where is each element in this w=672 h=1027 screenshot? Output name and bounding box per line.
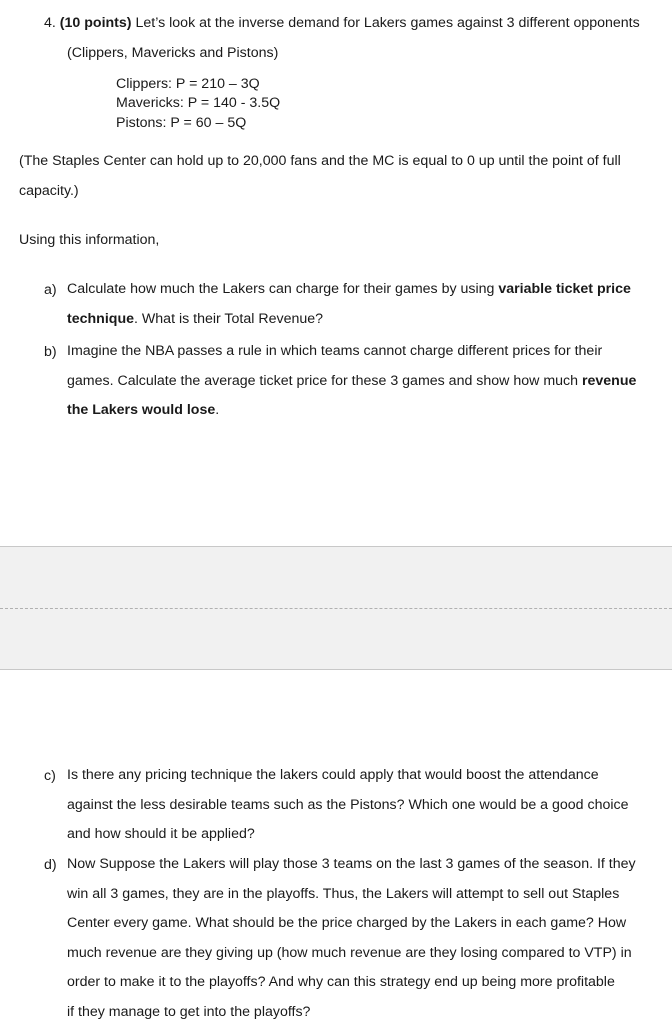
part-a [44,282,646,334]
equation-clippers: Clippers: P = 210 – 3Q [116,76,260,92]
part-b-line1: Imagine the NBA passes a rule in which teams cannot charge different prices for their [67,337,646,367]
part-d [44,857,646,1027]
question-number: 4. [44,15,56,31]
document-page-bottom [0,670,672,1024]
question-points: (10 points) [60,15,132,31]
part-d-line2: win all 3 games, they are in the playoffs. Thus, the Lakers will attempt to sell out Staples [67,880,646,910]
part-a-bold-2: technique [67,311,134,327]
part-a-bold: variable ticket price [498,281,631,297]
part-d-label: d) [44,857,57,873]
part-c [44,768,646,850]
part-c-line3: and how should it be applied? [67,820,646,850]
part-a-line2 [67,305,646,335]
part-d-line4: much revenue are they giving up (how much revenue are they losing compared to VTP) in [67,939,646,969]
part-c-line1: Is there any pricing technique the lakers could apply that would boost the attendance [67,761,646,791]
part-d-line3: Center every game. What should be the price charged by the Lakers in each game? How [67,909,646,939]
part-b-text: games. Calculate the average ticket price for these 3 games and show how much [67,373,582,389]
part-b-line2 [67,367,646,397]
question-intro: Let’s look at the inverse demand for Lakers games against 3 different opponents [135,15,639,31]
part-b-bold-2: the Lakers would lose [67,402,215,418]
part-a-text: Calculate how much the Lakers can charge for their games by using [67,281,498,297]
using-info-text: Using this information, [19,232,159,248]
page-gap [0,546,672,670]
part-a-label: a) [44,282,57,298]
part-a-line1 [67,275,646,305]
part-b-text-2: . [215,402,219,418]
question-opponents: (Clippers, Mavericks and Pistons) [67,45,278,61]
page-break-divider [0,608,672,609]
equation-pistons: Pistons: P = 60 – 5Q [116,115,246,131]
part-b-bold: revenue [582,373,636,389]
part-b [44,344,646,426]
part-c-line2: against the less desirable teams such as the Pistons? Which one would be a good choice [67,791,646,821]
part-c-label: c) [44,768,56,784]
equation-mavericks: Mavericks: P = 140 - 3.5Q [116,95,280,111]
part-d-line5: order to make it to the playoffs? And why can this strategy end up being more profitable [67,968,646,998]
question-heading [44,15,640,31]
part-b-line3 [67,396,646,426]
part-b-label: b) [44,344,57,360]
capacity-note-line1: (The Staples Center can hold up to 20,000 fans and the MC is equal to 0 up until the point of full [19,153,621,169]
part-a-text-2: . What is their Total Revenue? [134,311,323,327]
part-d-line1: Now Suppose the Lakers will play those 3 teams on the last 3 games of the season. If they [67,850,646,880]
capacity-note-line2: capacity.) [19,183,79,199]
part-d-line6: if they manage to get into the playoffs? [67,998,646,1027]
